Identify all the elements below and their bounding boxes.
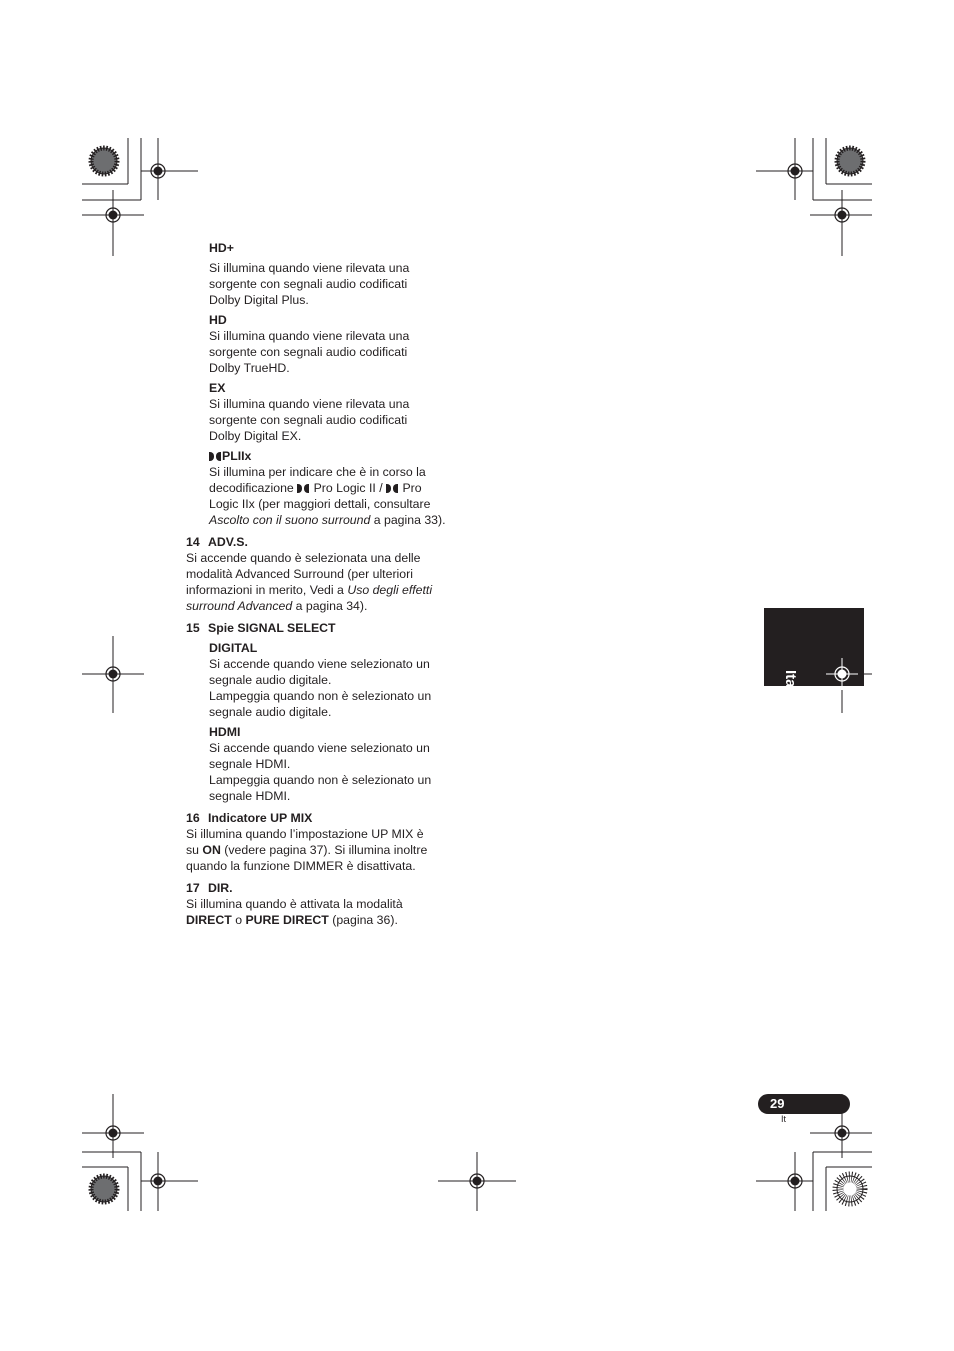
dolby-double-d-icon <box>209 452 221 461</box>
pliix-desc-line: Si illumina per indicare che è in corso la <box>209 465 426 479</box>
section-text-line: Si accende quando è selezionata una delle <box>186 551 421 565</box>
hd-desc-line: Dolby TrueHD. <box>209 361 290 375</box>
pliix-label: PLIIx <box>209 448 476 464</box>
cross-reference: Ascolto con il suono surround <box>209 513 371 527</box>
starburst-mark-icon <box>837 1176 863 1202</box>
section-heading: 15 Spie SIGNAL SELECT <box>186 621 336 635</box>
section-16 <box>186 810 476 874</box>
digital-desc-line: Lampeggia quando non è selezionato un <box>209 689 432 703</box>
hdplus-desc-line: Si illumina quando viene rilevata una <box>209 261 410 275</box>
digital-desc-line: segnale audio digitale. <box>209 705 332 719</box>
digital-desc-line: Si accende quando viene selezionato un <box>209 657 430 671</box>
hdmi-desc-line: segnale HDMI. <box>209 757 291 771</box>
pliix-desc-line: decodificazione Pro Logic II / Pro <box>209 481 422 495</box>
hd-desc-line: sorgente con segnali audio codificati <box>209 345 408 359</box>
registration-target-icon <box>826 658 858 690</box>
hd-desc-line: Si illumina quando viene rilevata una <box>209 329 410 343</box>
section-15 <box>186 620 476 804</box>
section-heading: 14 ADV.S. <box>186 535 248 549</box>
pliix-desc-line: Ascolto con il suono surround a pagina 33). <box>209 513 446 527</box>
dolby-double-d-icon <box>297 484 309 493</box>
section-heading: 17 DIR. <box>186 881 233 895</box>
starburst-mark-icon <box>91 1176 117 1202</box>
hdmi-desc-line: Lampeggia quando non è selezionato un <box>209 773 432 787</box>
ex-desc-line: Si illumina quando viene rilevata una <box>209 397 410 411</box>
section-text-line: informazioni in merito, Vedi a Uso degli effetti <box>186 583 433 597</box>
section-text-line: Si illumina quando è attivata la modalità <box>186 897 403 911</box>
pliix-desc-line: Logic IIx (per maggiori dettali, consultare <box>209 497 431 511</box>
section-text-line: su ON (vedere pagina 37). Si illumina inoltre <box>186 843 428 857</box>
ex-entry <box>186 380 476 444</box>
starburst-mark-icon <box>837 148 863 174</box>
ex-desc-line: Dolby Digital EX. <box>209 429 302 443</box>
ex-desc-line: sorgente con segnali audio codificati <box>209 413 408 427</box>
hdmi-label: HDMI <box>209 725 241 739</box>
dolby-double-d-icon <box>386 484 398 493</box>
hdplus-desc-line: sorgente con segnali audio codificati <box>209 277 408 291</box>
section-14 <box>186 534 476 614</box>
section-heading: 16 Indicatore UP MIX <box>186 811 313 825</box>
hd-entry <box>186 312 476 376</box>
ex-label: EX <box>209 381 226 395</box>
digital-entry <box>186 640 476 720</box>
hdplus-entry <box>186 240 476 308</box>
main-text-column <box>186 240 476 928</box>
hdmi-desc-line: Si accende quando viene selezionato un <box>209 741 430 755</box>
section-text-line: modalità Advanced Surround (per ulteriori <box>186 567 413 581</box>
hd-label: HD <box>209 313 227 327</box>
section-17 <box>186 880 476 928</box>
section-text-line: surround Advanced a pagina 34). <box>186 599 368 613</box>
cross-reference: surround Advanced <box>186 599 293 613</box>
hdplus-desc-line: Dolby Digital Plus. <box>209 293 309 307</box>
hdplus-label: HD+ <box>209 241 234 255</box>
starburst-mark-icon <box>91 148 117 174</box>
language-side-tab-label: Italiano <box>782 670 799 723</box>
section-text-line: quando la funzione DIMMER è disattivata. <box>186 859 416 873</box>
section-text-line: DIRECT o PURE DIRECT (pagina 36). <box>186 913 398 927</box>
pliix-entry <box>186 448 476 528</box>
section-text-line: Si illumina quando l’impostazione UP MIX è <box>186 827 424 841</box>
hdmi-desc-line: segnale HDMI. <box>209 789 291 803</box>
digital-label: DIGITAL <box>209 641 258 655</box>
hdmi-entry <box>186 724 476 804</box>
page-language-code: It <box>781 1114 787 1124</box>
page-number: 29 <box>770 1096 785 1111</box>
digital-desc-line: segnale audio digitale. <box>209 673 332 687</box>
cross-reference: Uso degli effetti <box>347 583 433 597</box>
